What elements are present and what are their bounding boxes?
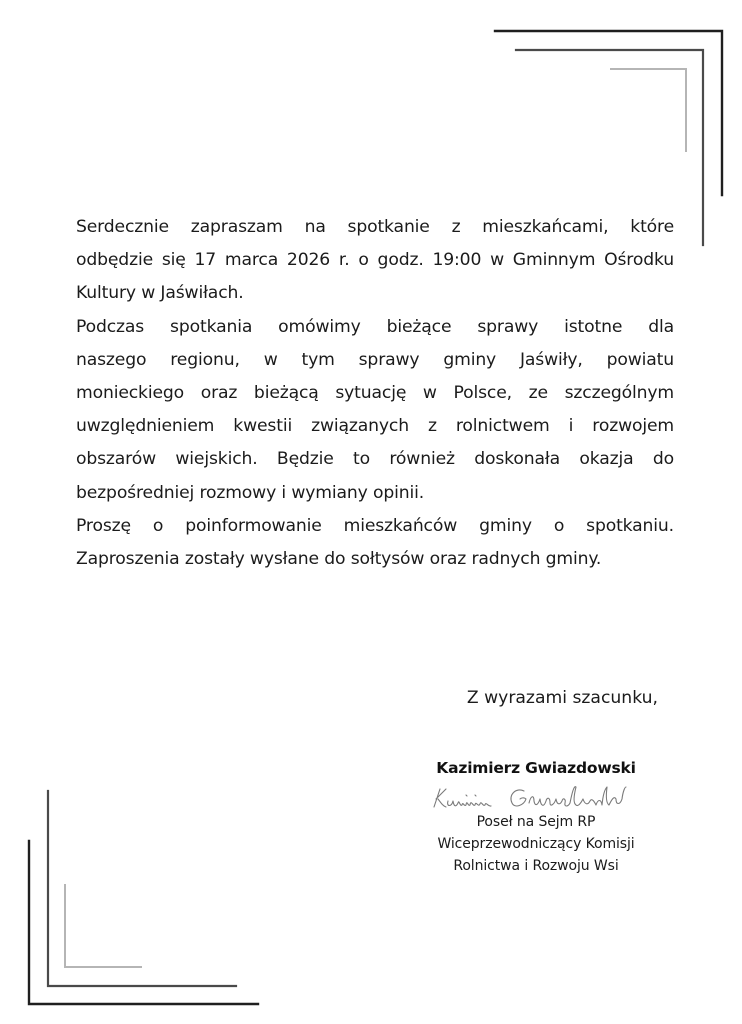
- signatory-title-line: Rolnictwa i Rozwoju Wsi: [453, 858, 619, 874]
- text-line: bezpośredniej rozmowy i wymiany opinii.: [76, 482, 425, 503]
- top-right-outer-line: [495, 31, 722, 195]
- signatory-title-line: Wiceprzewodniczący Komisji: [437, 836, 635, 852]
- text-line: monieckiego oraz bieżącą sytuację w Polsce, ze szczególnym: [76, 383, 674, 404]
- signatory-title-line: Poseł na Sejm RP: [476, 814, 596, 830]
- signatory-name: Kazimierz Gwiazdowski: [436, 759, 636, 777]
- bottom-left-inner-line: [65, 885, 141, 967]
- top-right-inner-line: [611, 69, 686, 151]
- paragraph-request: [76, 510, 674, 576]
- text-line: Zaproszenia zostały wysłane do sołtysów oraz radnych gminy.: [76, 549, 602, 570]
- bottom-left-outer-line: [29, 841, 258, 1004]
- paragraph-invitation: [76, 211, 674, 311]
- paragraph-agenda: [76, 311, 674, 510]
- bottom-left-corner-ornament: [29, 791, 258, 1004]
- signature-block: [405, 757, 667, 877]
- text-line: naszego regionu, w tym sprawy gminy Jaświły, powiatu: [76, 349, 674, 370]
- text-line: Podczas spotkania omówimy bieżące sprawy istotne dla: [76, 316, 674, 337]
- text-line: obszarów wiejskich. Będzie to również doskonała okazja do: [76, 449, 674, 470]
- text-line: Kultury w Jaświłach.: [76, 283, 244, 304]
- text-line: Proszę o poinformowanie mieszkańców gminy o spotkaniu.: [76, 515, 674, 536]
- closing-salutation: Z wyrazami szacunku,: [466, 688, 658, 708]
- text-line: odbędzie się 17 marca 2026 r. o godz. 19:00 w Gminnym Ośrodku: [76, 250, 674, 271]
- text-line: uwzględnieniem kwestii związanych z rolnictwem i rozwojem: [76, 416, 674, 437]
- letter-body: [76, 211, 674, 576]
- handwritten-signature: [426, 781, 646, 811]
- text-line: Serdecznie zapraszam na spotkanie z mieszkańcami, które: [76, 217, 674, 237]
- bottom-left-middle-line: [48, 791, 236, 986]
